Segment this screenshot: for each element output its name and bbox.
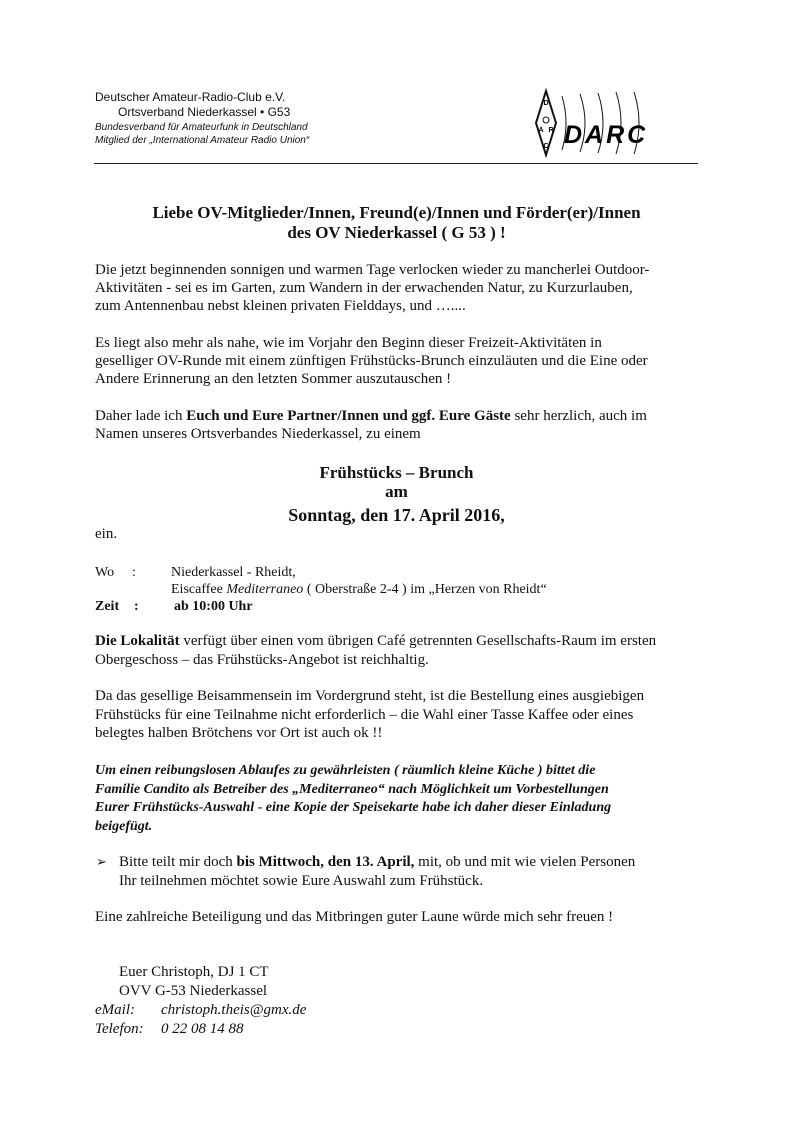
- svg-text:DARC: DARC: [564, 121, 649, 149]
- event-name: Frühstücks – Brunch: [319, 463, 474, 482]
- text-line: Obergeschoss – das Frühstücks-Angebot ist reichhaltig.: [95, 652, 429, 668]
- location-label: Wo: [95, 565, 115, 580]
- text: Eiscaffee: [171, 582, 227, 597]
- colon: :: [132, 565, 136, 580]
- arrow-bullet-icon: ➢: [96, 854, 107, 869]
- text-line: beigefügt.: [95, 819, 153, 834]
- text-line: Es liegt also mehr als nahe, wie im Vorjahr den Beginn dieser Freizeit-Aktivitäten in: [95, 335, 602, 351]
- text-line: Namen unseres Ortsverbandes Niederkassel, zu einem: [95, 426, 421, 442]
- title-line-1: Liebe OV-Mitglieder/Innen, Freund(e)/Innen und Förder(er)/Innen: [152, 203, 641, 222]
- text: sehr herzlich, auch im: [510, 408, 647, 424]
- event-date: Sonntag, den 17. April 2016,: [288, 505, 505, 525]
- text-line: Eurer Frühstücks-Auswahl - eine Kopie der Speisekarte habe ich daher dieser Einladung: [95, 800, 612, 815]
- location-line-2: [171, 581, 547, 599]
- text-line: Um einen reibungslosen Ablaufes zu gewährleisten ( räumlich kleine Küche ) bittet die: [95, 763, 596, 778]
- phone-label: Telefon:: [95, 1021, 144, 1037]
- closing: Eine zahlreiche Beteiligung und das Mitbringen guter Laune würde mich sehr freuen !: [95, 909, 614, 925]
- text-line: Da das gesellige Beisammensein im Vordergrund steht, ist die Bestellung eines ausgiebigen: [95, 688, 645, 704]
- cafe-name: Mediterraneo: [226, 582, 304, 597]
- invitees: Euch und Eure Partner/Innen und ggf. Eure Gäste: [186, 408, 511, 424]
- text-line: Aktivitäten - sei es im Garten, zum Wandern in der erwachenden Natur, zu Kurzurlauben,: [95, 280, 633, 296]
- svg-text:R: R: [548, 127, 554, 134]
- darc-logo-icon: [528, 88, 668, 158]
- club-name: Deutscher Amateur-Radio-Club e.V.: [95, 90, 286, 104]
- title-line-2: des OV Niederkassel ( G 53 ) !: [287, 223, 506, 242]
- text-line: Andere Erinnerung an den letzten Sommer auszutauschen !: [95, 371, 452, 387]
- svg-text:A: A: [538, 127, 544, 134]
- svg-text:D: D: [543, 100, 549, 107]
- time-label: Zeit: [95, 599, 120, 614]
- membership: Mitglied der „International Amateur Radio Union“: [95, 135, 310, 146]
- text: Daher lade ich: [95, 408, 187, 424]
- header-divider: [94, 163, 698, 164]
- federation: Bundesverband für Amateurfunk in Deutschland: [95, 122, 308, 133]
- svg-text:C: C: [543, 143, 549, 150]
- location-line-1: Niederkassel - Rheidt,: [171, 565, 296, 580]
- text-line: belegtes halben Brötchens vor Ort ist auch ok !!: [95, 725, 383, 741]
- colon: :: [134, 599, 139, 614]
- time-value: ab 10:00 Uhr: [174, 599, 253, 614]
- text-line: Frühstücks für eine Teilnahme nicht erforderlich – die Wahl einer Tasse Kaffee oder eines: [95, 707, 634, 723]
- text: mit, ob und mit wie vielen Personen: [414, 854, 636, 870]
- email-label: eMail:: [95, 1002, 135, 1018]
- text-line: Ihr teilnehmen möchtet sowie Eure Auswahl zum Frühstück.: [119, 873, 484, 889]
- signer-role: OVV G-53 Niederkassel: [119, 983, 268, 999]
- event-am: am: [385, 482, 408, 501]
- text: Bitte teilt mir doch: [119, 854, 237, 870]
- text: Die Lokalität: [95, 633, 180, 649]
- local-chapter: Ortsverband Niederkassel • G53: [118, 105, 291, 119]
- text-line: Die jetzt beginnenden sonnigen und warmen Tage verlocken wieder zu mancherlei Outdoor-: [95, 262, 650, 278]
- email-link[interactable]: christoph.theis@gmx.de: [161, 1002, 307, 1018]
- text-line: Familie Candito als Betreiber des „Mediterraneo“ nach Möglichkeit um Vorbestellungen: [95, 782, 609, 797]
- text-line: [119, 853, 635, 871]
- text: ( Oberstraße 2-4 ) im „Herzen von Rheidt“: [303, 582, 547, 597]
- signer-name: Euer Christoph, DJ 1 CT: [119, 964, 269, 980]
- phone-number: 0 22 08 14 88: [161, 1021, 244, 1037]
- text-line: [95, 407, 647, 425]
- event-ein: ein.: [95, 526, 118, 542]
- text-line: geselliger OV-Runde mit einem zünftigen Frühstücks-Brunch einzuläuten und die Eine oder: [95, 353, 648, 369]
- deadline: bis Mittwoch, den 13. April,: [236, 854, 415, 870]
- text-line: zum Antennenbau nebst kleinen privaten Fielddays, und …....: [95, 298, 466, 314]
- text: verfügt über einen vom übrigen Café getrennten Gesellschafts-Raum im ersten: [179, 633, 657, 649]
- text-line: [95, 632, 656, 650]
